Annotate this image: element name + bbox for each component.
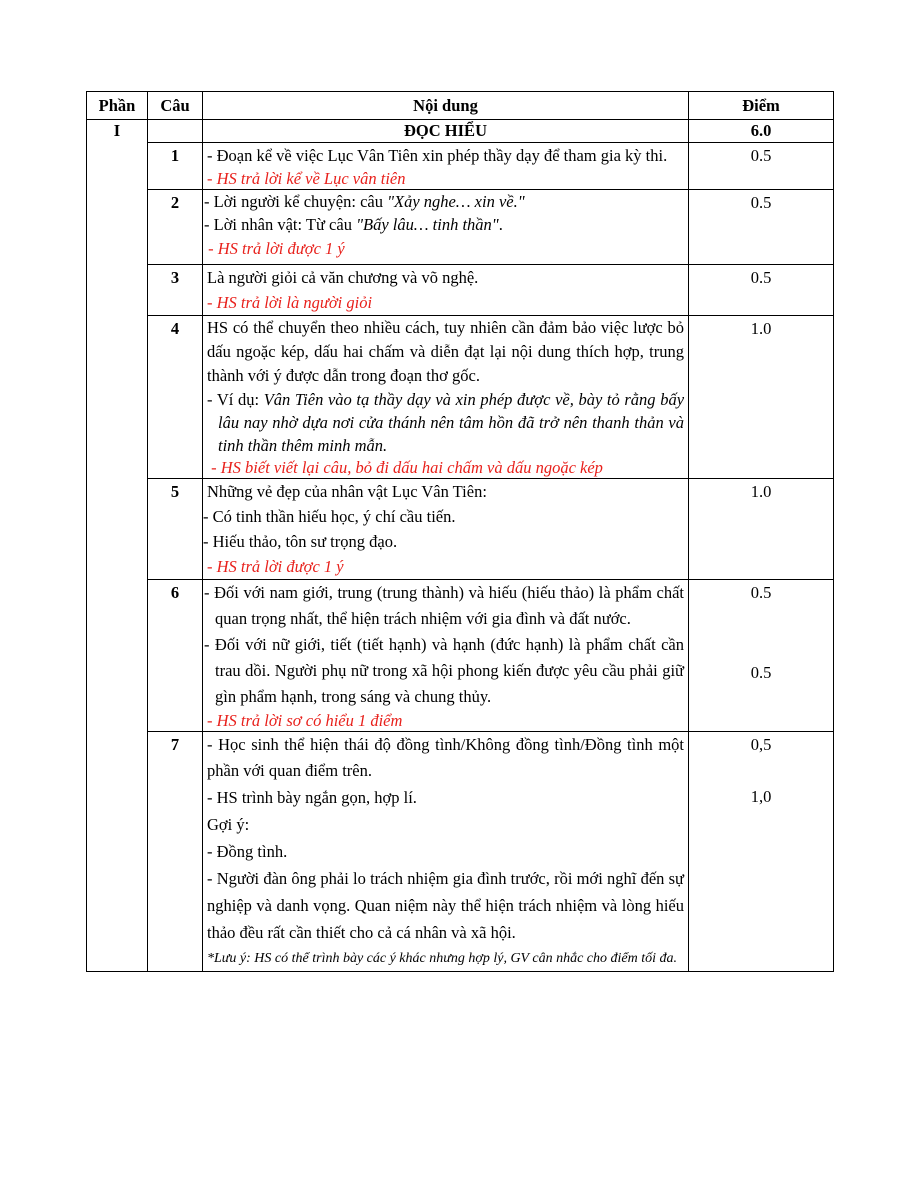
table-row: [87, 316, 834, 479]
score-value: 0.5: [750, 146, 772, 165]
content-line: - Đối với nữ giới, tiết (tiết hạnh) và hạnh (đức hạnh) là phẩm chất cần trau dồi. Người phụ nữ trong xã hội phong kiến được yêu cầu phải giữ gìn phẩm hạnh, trong sáng và chung thủy.: [204, 635, 684, 706]
score-cell: [689, 265, 834, 316]
grading-note: - HS trả lời là người giỏi: [207, 293, 373, 312]
header-noi-dung: Nội dung: [203, 92, 689, 120]
content-cell: [203, 580, 689, 732]
content-line: - Hiếu thảo, tôn sư trọng đạo.: [203, 532, 398, 551]
grading-note: - HS trả lời được 1 ý: [207, 557, 344, 576]
score-value: 1,0: [750, 787, 772, 806]
score-cell: [689, 580, 834, 732]
grading-table: [86, 91, 834, 972]
section-phan: I: [87, 120, 148, 972]
score-value: 0.5: [750, 268, 772, 287]
content-cell: [203, 265, 689, 316]
score-value: 0.5: [750, 193, 772, 212]
section-row: [87, 120, 834, 143]
score-value: 1.0: [750, 482, 772, 501]
score-cell: [689, 190, 834, 265]
score-cell: [689, 316, 834, 479]
section-title: ĐỌC HIỂU: [203, 120, 689, 143]
content-cell: [203, 143, 689, 190]
table-row: [87, 732, 834, 972]
score-value: 1.0: [750, 319, 772, 338]
section-score: 6.0: [689, 120, 834, 143]
content-cell: [203, 316, 689, 479]
grading-note: - HS trả lời được 1 ý: [204, 239, 345, 258]
content-line: Những vẻ đẹp của nhân vật Lục Vân Tiên:: [207, 482, 487, 501]
score-cell: [689, 732, 834, 972]
cau-number: 6: [148, 580, 203, 732]
table-row: [87, 580, 834, 732]
score-value: 0,5: [750, 735, 772, 754]
grading-note: - HS trả lời kể về Lục vân tiên: [207, 169, 406, 188]
content-cell: [203, 732, 689, 972]
content-line: - Người đàn ông phải lo trách nhiệm gia đình trước, rồi mới nghĩ đến sự nghiệp và danh vọng. Quan niệm này thể hiện trách nhiệm và lòng hiếu thảo đều rất cần thiết cho cả cá nhân và xã hội.: [207, 869, 684, 942]
score-value: 0.5: [750, 583, 772, 602]
content-line: - Lời người kể chuyện: câu "Xảy nghe… xin về.": [204, 192, 525, 211]
content-line: - Đồng tình.: [207, 842, 288, 861]
table-row: [87, 190, 834, 265]
content-line: Gợi ý:: [207, 815, 250, 834]
content-line: - Lời nhân vật: Từ câu "Bấy lâu… tinh thần".: [204, 215, 503, 234]
header-row: [87, 92, 834, 120]
table-row: [87, 479, 834, 580]
table-row: [87, 265, 834, 316]
cau-number: 3: [148, 265, 203, 316]
content-line: HS có thể chuyển theo nhiều cách, tuy nhiên cần đảm bảo việc lược bỏ dấu ngoặc kép, dấu hai chấm và diễn đạt lại nội dung thích hợp, trung thành với ý được dẫn trong đoạn thơ gốc.: [207, 318, 684, 385]
table-row: [87, 143, 834, 190]
cau-number: 4: [148, 316, 203, 479]
content-cell: [203, 190, 689, 265]
content-cell: [203, 479, 689, 580]
grading-note: - HS trả lời sơ có hiểu 1 điểm: [207, 711, 403, 730]
score-value: 0.5: [750, 663, 772, 682]
header-phan: Phần: [87, 92, 148, 120]
cau-number: 5: [148, 479, 203, 580]
cau-number: 7: [148, 732, 203, 972]
teacher-note: *Lưu ý: HS có thể trình bày các ý khác nhưng hợp lý, GV cân nhắc cho điểm tối đa.: [207, 951, 677, 966]
content-line: - Đoạn kể về việc Lục Vân Tiên xin phép thầy dạy để tham gia kỳ thi.: [207, 146, 668, 165]
cau-number: 2: [148, 190, 203, 265]
header-cau: Câu: [148, 92, 203, 120]
header-diem: Điểm: [689, 92, 834, 120]
score-cell: [689, 479, 834, 580]
content-line: - HS trình bày ngắn gọn, hợp lí.: [207, 788, 417, 807]
content-line: - Đối với nam giới, trung (trung thành) và hiếu (hiếu thảo) là phẩm chất quan trọng nhất, thể hiện trách nhiệm với gia đình và đất nước.: [204, 583, 684, 628]
score-cell: [689, 143, 834, 190]
content-line: Là người giỏi cả văn chương và võ nghệ.: [207, 268, 479, 287]
grading-note: - HS biết viết lại câu, bỏ đi dấu hai chấm và dấu ngoặc kép: [207, 458, 603, 477]
example-line: - Ví dụ: Vân Tiên vào tạ thầy dạy và xin phép được về, bày tỏ rằng bấy lâu nay nhờ dựa nơi cửa thánh nên tâm hồn đã trở nên thanh thản và tinh thần thêm minh mẫn.: [207, 390, 685, 455]
content-line: - Có tinh thần hiếu học, ý chí cầu tiến.: [203, 507, 456, 526]
content-line: - Học sinh thể hiện thái độ đồng tình/Không đồng tình/Đồng tình một phần với quan điểm trên.: [207, 735, 684, 780]
cau-number: 1: [148, 143, 203, 190]
